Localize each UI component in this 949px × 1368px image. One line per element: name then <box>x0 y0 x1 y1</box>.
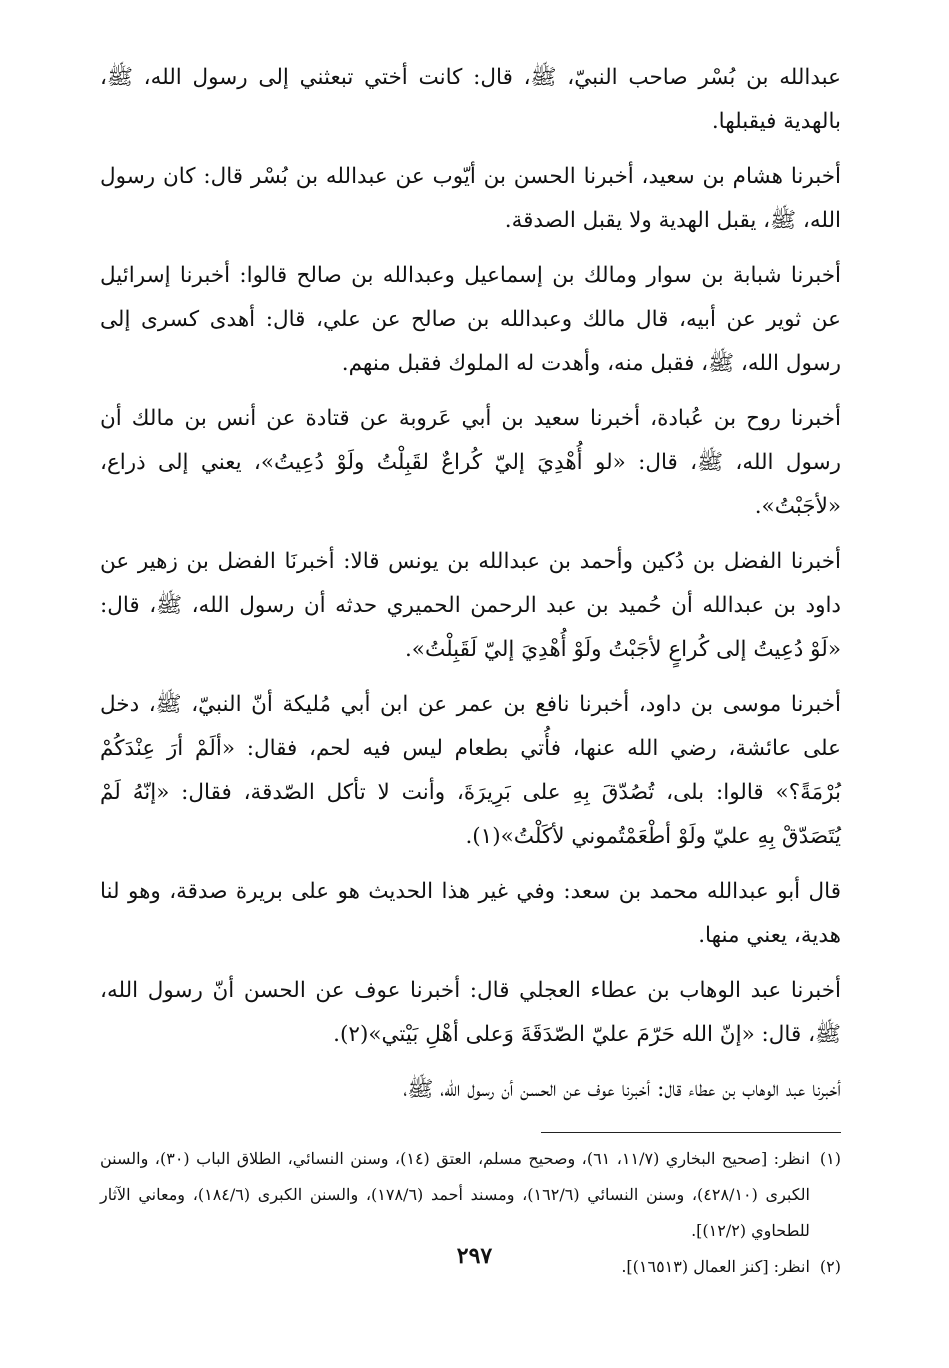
paragraph-9: أخبرنا عبد الوهاب بن عطاء قال: أخبرنا عوف عن الحسن أن رسول الله، ﷺ، <box>403 1077 841 1102</box>
footnote-1 <box>100 1141 841 1249</box>
footnote-text: انظر: [صحيح البخاري (١١/٧، ٦١)، وصحيح مسلم، العتق (١٤)، وسنن النسائي، الطلاق الباب (٣٠)، والسنن الكبرى (٤٢٨/١٠)، وسنن النسائي (١٦٢/٦)، ومسند أحمد (١٧٨/٦)، والسنن الكبرى (١٨٤/٦)، ومعاني الآثار للطحاوي (١٢/٢)]. <box>100 1149 810 1240</box>
paragraph-8: أخبرنا عبد الوهاب بن عطاء العجلي قال: أخبرنا عوف عن الحسن أنّ رسول الله، ﷺ، قال: «إنّ الله حَرّمَ عليّ الصّدَقَةَ وَعلى أهْلِ بَيْتي»(٢). <box>100 978 841 1047</box>
main-text <box>100 56 841 1112</box>
paragraph-4: أخبرنا روح بن عُبادة، أخبرنا سعيد بن أبي عَروبة عن قتادة عن أنس بن مالك أن رسول الله، ﷺ، قال: «لو أُهْدِيَ إليّ كُراعٌ لقَبِلْتُ ولَوْ دُعِيتُ»، يعني إلى ذراع، «لأجَبْتُ». <box>100 406 841 519</box>
paragraph-3: أخبرنا شبابة بن سوار ومالك بن إسماعيل وعبدالله بن صالح قالوا: أخبرنا إسرائيل عن ثوير عن أبيه، قال مالك وعبدالله بن صالح عن علي، قال: أهدى كسرى إلى رسول الله، ﷺ، فقبل منه، وأهدت له الملوك فقبل منهم. <box>100 263 841 376</box>
page-number: ٢٩٧ <box>456 1243 493 1269</box>
footnote-number: (١) <box>819 1149 841 1168</box>
paragraph-5: أخبرنا الفضل بن دُكين وأحمد بن عبدالله بن يونس قالا: أخبرنَا الفضل بن زهير عن داود بن عبدالله أن حُميد بن عبد الرحمن الحميري حدثه أن رسول الله، ﷺ، قال: «لَوْ دُعِيتُ إلى كُراعٍ لأجَبْتُ ولَوْ أُهْدِيَ إليّ لَقَبِلْتُ». <box>100 549 841 662</box>
footnote-divider <box>541 1132 841 1133</box>
footnote-number: (٢) <box>819 1257 841 1276</box>
paragraph-1: عبدالله بن بُسْر صاحب النبيّ، ﷺ، قال: كانت أختي تبعثني إلى رسول الله، ﷺ، بالهدية فيقبلها. <box>100 65 841 134</box>
paragraph-2: أخبرنا هشام بن سعيد، أخبرنا الحسن بن أيّوب عن عبدالله بن بُسْر قال: كان رسول الله، ﷺ، يقبل الهدية ولا يقبل الصدقة. <box>100 164 841 233</box>
footnote-text: انظر: [كنز العمال (١٦٥١٣)]. <box>621 1257 810 1276</box>
paragraph-6: أخبرنا موسى بن داود، أخبرنا نافع بن عمر عن ابن أبي مُليكة أنّ النبيّ، ﷺ، دخل على عائشة، رضي الله عنها، فأُتي بطعام ليس فيه لحم، فقال: «ألَمْ أرَ عِنْدَكُمْ بُرْمَةً؟» قالوا: بلى، تُصُدّقَ بِهِ على بَرِيرَةَ، وأنت لا تأكل الصّدقة، فقال: «إنّهُ لَمْ يُتَصَدّقْ بِهِ عليّ ولَوْ أطْعَمْتُموني لأكَلْتُ»(١). <box>100 692 841 849</box>
paragraph-7: قال أبو عبدالله محمد بن سعد: وفي غير هذا الحديث هو على بريرة صدقة، وهو لنا هدية، يعني منها. <box>100 879 841 948</box>
